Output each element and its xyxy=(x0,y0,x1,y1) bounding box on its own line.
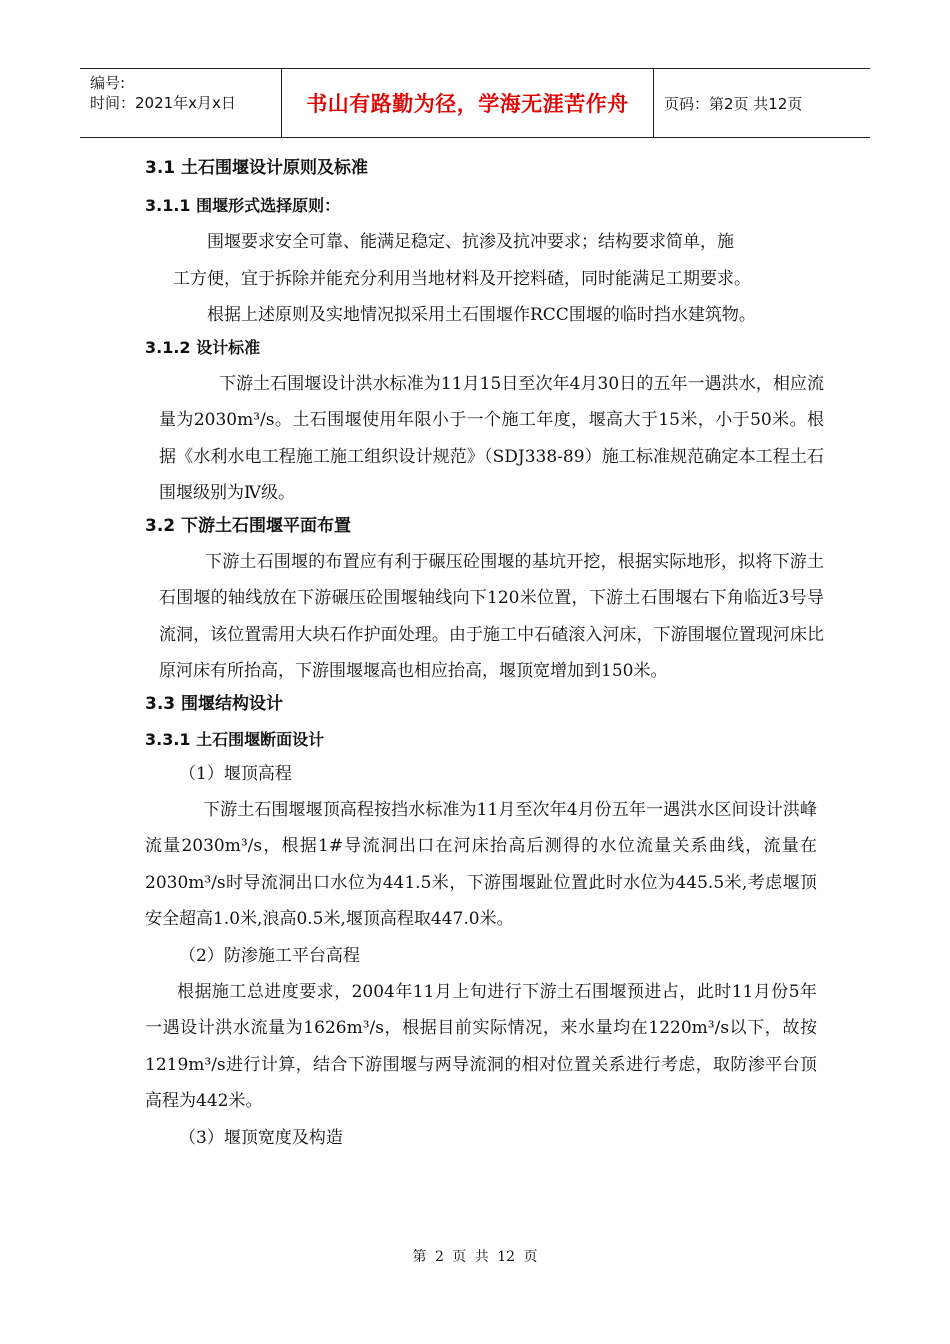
header-page-info: 页码：第2页 共12页 xyxy=(664,94,803,113)
document-date: 时间：2021年x月x日 xyxy=(90,94,236,112)
subsection-1-title: （1）堰顶高程 xyxy=(179,763,292,784)
page-footer: 第 2 页 共 12 页 xyxy=(412,1249,538,1265)
paragraph-principle-line2: 工方便，宜于拆除并能充分利用当地材料及开挖料碴，同时能满足工期要求。 xyxy=(173,268,751,289)
section-3-3-1-title: 3.3.1 土石围堰断面设计 xyxy=(145,729,325,749)
paragraph-design-standard: 下游土石围堰设计洪水标准为11月15日至次年4月30日的五年一遇洪水，相应流量为2030m³/s。土石围堰使用年限小于一个施工年度，堰高大于15米，小于50米。根据《水利水电工程施工施工组织设计规范》（SDJ338-89）施工标准规范确定本工程土石围堰级别为Ⅳ级。 xyxy=(159,373,824,503)
document-number-label: 编号: xyxy=(90,74,126,92)
page-header xyxy=(80,68,870,138)
paragraph-principle-conclusion: 根据上述原则及实地情况拟采用土石围堰作RCC围堰的临时挡水建筑物。 xyxy=(207,305,756,325)
header-meta xyxy=(80,69,282,137)
section-3-1-title: 3.1 土石围堰设计原则及标准 xyxy=(145,158,369,178)
subsection-2-title: （2）防渗施工平台高程 xyxy=(179,945,360,966)
section-3-3-title: 3.3 围堰结构设计 xyxy=(145,693,284,714)
paragraph-principle-line1: 围堰要求安全可靠、能满足稳定、抗渗及抗冲要求；结构要求简单，施 xyxy=(207,232,734,252)
paragraph-platform-elevation: 根据施工总进度要求，2004年11月上旬进行下游土石围堰预进占，此时11月份5年一遇设计洪水流量为1626m³/s，根据目前实际情况，来水量均在1220m³/s以下，故按1219m³/s进行计算，结合下游围堰与两导流洞的相对位置关系进行考虑，取防渗平台顶高程为442米。 xyxy=(145,981,817,1111)
section-3-1-1-title: 3.1.1 围堰形式选择原则： xyxy=(145,196,341,215)
document-body xyxy=(145,156,825,1156)
subsection-3-title: （3）堰顶宽度及构造 xyxy=(179,1127,343,1148)
section-3-1-2-title: 3.1.2 设计标准 xyxy=(145,337,261,357)
section-3-2-title: 3.2 下游土石围堰平面布置 xyxy=(145,515,352,536)
header-motto: 书山有路勤为径，学海无涯苦作舟 xyxy=(282,69,654,137)
paragraph-plan-layout: 下游土石围堰的布置应有利于碾压砼围堰的基坑开挖，根据实际地形，拟将下游土石围堰的轴线放在下游碾压砼围堰轴线向下120米位置，下游土石围堰右下角临近3号导流洞，该位置需用大块石作护面处理。由于施工中石碴滚入河床，下游围堰位置现河床比原河床有所抬高，下游围堰堰高也相应抬高，堰顶宽增加到150米。 xyxy=(159,551,824,681)
paragraph-crest-elevation: 下游土石围堰堰顶高程按挡水标准为11月至次年4月份五年一遇洪水区间设计洪峰流量2030m³/s，根据1#导流洞出口在河床抬高后测得的水位流量关系曲线，流量在2030m³/s时导流洞出口水位为441.5米，下游围堰趾位置此时水位为445.5米,考虑堰顶安全超高1.0米,浪高0.5米,堰顶高程取447.0米。 xyxy=(145,799,817,929)
